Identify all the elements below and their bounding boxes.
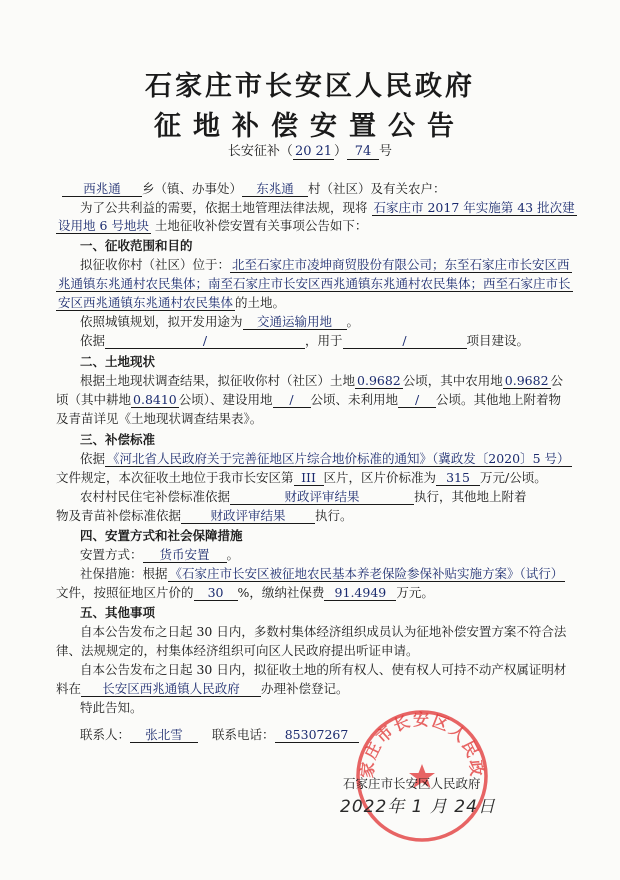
contact-line: 联系人： 张北雪 联系电话： 85307267 — [80, 726, 359, 743]
section-heading-compensation: 三、补偿标准 — [80, 432, 156, 447]
intro-line2: 设用地 6 号地块 土地征收补偿安置有关事项公告如下： — [58, 218, 368, 233]
section-heading-status: 二、土地现状 — [80, 354, 156, 369]
compensation-price-line: 文件规定，本次征收土地位于我市长安区第 III 区片，区片价标准为 315 万元/公顷。 — [56, 470, 547, 485]
contact-person: 张北雪 — [130, 728, 198, 743]
total-area: 0.9682 — [357, 373, 401, 388]
section-heading-scope: 一、征收范围和目的 — [80, 238, 193, 253]
status-line1: 根据土地现状调查结果，拟征收你村（社区）土地 0.9682 公顷，其中农用地 0.9682 公 — [80, 373, 564, 388]
intro-line1: 为了公共利益的需要，依据土地管理法律法规，现将 石家庄市 2017 年实施第 43 批次建 — [80, 200, 575, 215]
arable-area: 0.8410 — [133, 392, 177, 407]
purpose-line: 依照城镇规划，拟开发用途为 交通运输用地 。 — [80, 314, 360, 329]
registration-line2: 料在 长安区西兆通镇人民政府 办理补偿登记。 — [56, 681, 349, 696]
registration-office: 长安区西兆通镇人民政府 — [81, 682, 261, 697]
resettlement-method-line: 安置方式： 货币安置 。 — [80, 547, 240, 562]
status-line2: 顷（其中耕地 0.8410 公顷）、建设用地 / 公顷、未利用地 / 公顷。其他地上附着物 — [56, 392, 562, 407]
project-name-1: 石家庄市 2017 年实施第 43 批次建 — [373, 200, 575, 215]
village-name: 东兆通 — [242, 182, 308, 197]
land-purpose: 交通运输用地 — [243, 315, 347, 330]
crop-compensation-line: 物及青苗补偿标准依据 财政评审结果 执行。 — [56, 508, 353, 523]
doc-serial: 74 — [347, 145, 379, 160]
contact-phone: 85307267 — [275, 728, 359, 743]
section-heading-resettlement: 四、安置方式和社会保障措施 — [80, 528, 243, 543]
status-line3: 及青苗详见《土地现状调查结果表》。 — [56, 411, 263, 426]
house-compensation-line: 农村村民住宅补偿标准依据 财政评审结果 执行，其他地上附着 — [80, 489, 527, 504]
section-heading-other: 五、其他事项 — [80, 605, 156, 620]
scope-line1: 拟征收你村（社区）位于： 北至石家庄市凌坤商贸股份有限公司；东至石家庄市长安区西 — [80, 257, 570, 272]
social-security-policy: 《石家庄市长安区被征地农民基本养老保险参保补贴实施方案》（试行） — [169, 566, 564, 581]
document-number: 长安征补（ 20 21 ） 74 号 — [227, 144, 393, 159]
social-security-pct: 30 — [194, 586, 238, 601]
issuer-name: 石家庄市长安区人民政府 — [343, 776, 481, 791]
handwritten-date: 2022年 1 月 24日 — [340, 797, 496, 817]
addressee-line: 西兆通 乡（镇、办事处） 东兆通 村（社区）及有关农户： — [62, 180, 446, 197]
social-security-fee-line: 文件，按照征地区片价的 30 %，缴纳社保费 91.4949 万元。 — [56, 585, 434, 600]
project-name-2: 设用地 6 号地块 — [58, 218, 149, 233]
registration-line1: 自本公告发布之日起 30 日内，拟征收土地的所有权人、使有权人可持不动产权属证明材 — [80, 662, 567, 677]
doc-year-b: 21 — [315, 144, 333, 159]
svg-text:石家庄市长安区人民政府: 家庄市长安区人民政 — [357, 710, 487, 779]
notice-title: 征地补偿安置公告 — [154, 111, 466, 142]
compensation-basis: 依据 《河北省人民政府关于完善征地区片综合地价标准的通知》（冀政发〔2020〕5 号） — [80, 451, 570, 466]
scope-line2: 兆通镇东兆通村农民集体；南至石家庄市长安区西兆通镇东兆通村农民集体；西至石家庄市长 — [58, 276, 571, 291]
doc-year-a: 20 — [294, 144, 312, 159]
township-name: 西兆通 — [62, 182, 142, 197]
hearing-line1: 自本公告发布之日起 30 日内，多数村集体经济组织成员认为征地补偿安置方案不符合法 — [80, 624, 567, 639]
resettlement-method: 货币安置 — [143, 548, 227, 563]
social-security-fee: 91.4949 — [324, 586, 396, 601]
hearing-line2: 律、法规规定的，村集体经济组织可向区人民政府提出听证申请。 — [56, 643, 419, 658]
scope-line3: 安区西兆通镇东兆通村农民集体 的土地。 — [58, 295, 286, 310]
social-security-line: 社保措施：根据 《石家庄市长安区被征地农民基本养老保险参保补贴实施方案》（试行） — [80, 566, 564, 581]
notice-title-issuer: 石家庄市长安区人民政府 — [145, 71, 475, 102]
agri-area: 0.9682 — [504, 373, 549, 388]
basis-line: 依据 / ，用于 / 项目建设。 — [80, 333, 530, 348]
compensation-document: 《河北省人民政府关于完善征地区片综合地价标准的通知》（冀政发〔2020〕5 号） — [107, 451, 570, 466]
zone-price: 315 — [436, 471, 480, 486]
zone-number: III — [294, 471, 324, 486]
closing-text: 特此告知。 — [80, 700, 143, 715]
